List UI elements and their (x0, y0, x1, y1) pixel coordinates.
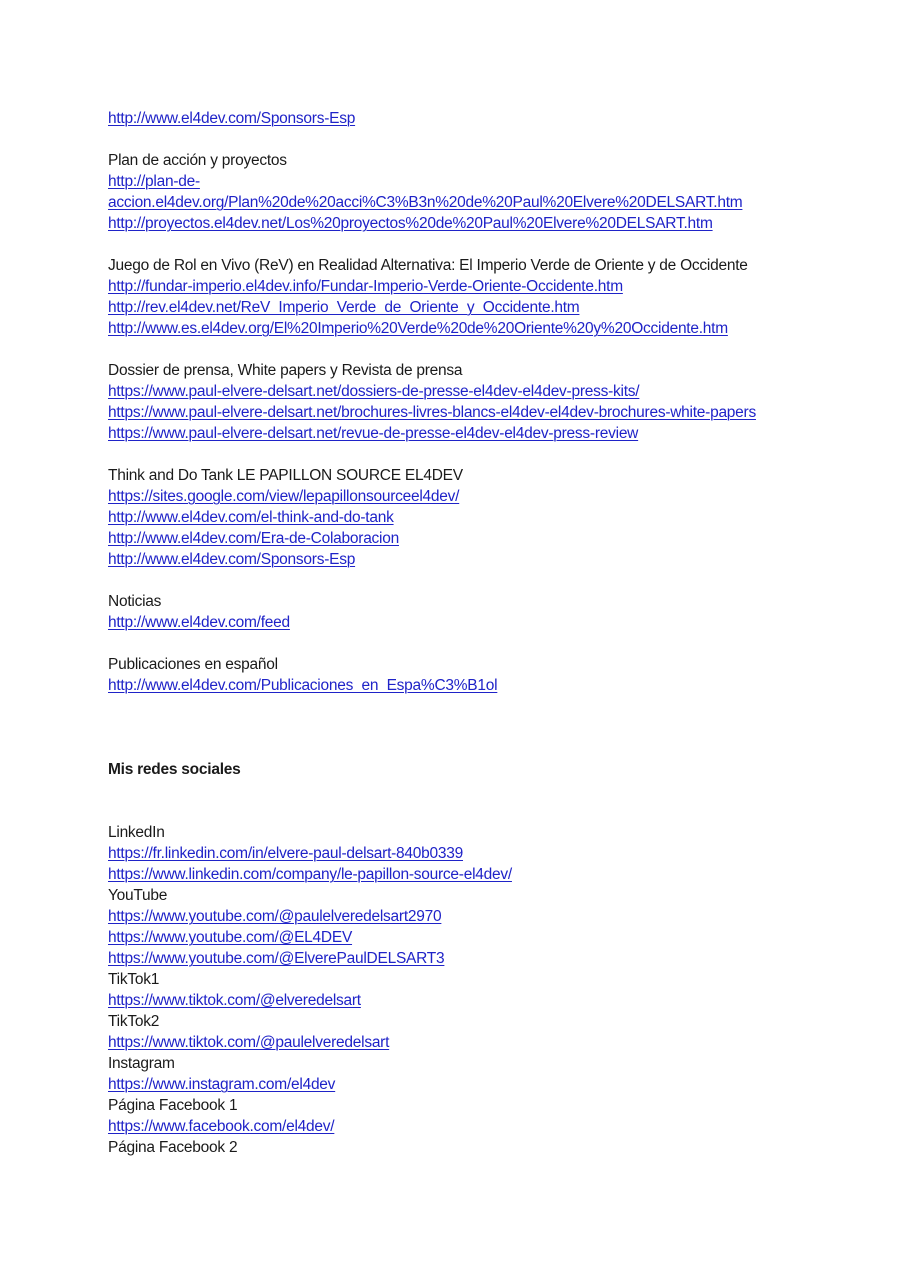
rev-link[interactable]: http://rev.el4dev.net/ReV_Imperio_Verde_de_Oriente_y_Occidente.htm (108, 299, 580, 316)
sponsors-link[interactable]: http://www.el4dev.com/Sponsors-Esp (108, 110, 356, 127)
tiktok2-link[interactable]: https://www.tiktok.com/@paulelveredelsart (108, 1034, 390, 1051)
youtube-link[interactable]: https://www.youtube.com/@ElverePaulDELSART3 (108, 950, 445, 967)
spacer (108, 717, 888, 738)
instagram-label: Instagram (108, 1055, 175, 1072)
spacer (108, 738, 888, 759)
youtube-link[interactable]: https://www.youtube.com/@paulelveredelsart2970 (108, 908, 442, 925)
facebook1-label: Página Facebook 1 (108, 1097, 238, 1114)
instagram-link[interactable]: https://www.instagram.com/el4dev (108, 1076, 336, 1093)
spacer (108, 444, 888, 465)
spacer (108, 339, 888, 360)
tiktok2-label: TikTok2 (108, 1013, 160, 1030)
spacer (108, 633, 888, 654)
plan-link-part1[interactable]: http://plan-de- (108, 173, 200, 190)
spacer (108, 570, 888, 591)
press-link[interactable]: https://www.paul-elvere-delsart.net/revue-de-presse-el4dev-el4dev-press-review (108, 425, 639, 442)
spacer (108, 696, 888, 717)
spacer (108, 801, 888, 822)
think-link[interactable]: http://www.el4dev.com/Era-de-Colaboracion (108, 530, 399, 547)
plan-link-part2[interactable]: accion.el4dev.org/Plan%20de%20acci%C3%B3n%20de%20Paul%20Elvere%20DELSART.htm (108, 194, 743, 211)
think-link[interactable]: https://sites.google.com/view/lepapillonsourceel4dev/ (108, 488, 460, 505)
press-link[interactable]: https://www.paul-elvere-delsart.net/brochures-livres-blancs-el4dev-el4dev-brochures-white-papers (108, 404, 756, 421)
think-link[interactable]: http://www.el4dev.com/el-think-and-do-tank (108, 509, 394, 526)
news-section-title: Noticias (108, 593, 162, 610)
press-link[interactable]: https://www.paul-elvere-delsart.net/dossiers-de-presse-el4dev-el4dev-press-kits/ (108, 383, 640, 400)
publications-link[interactable]: http://www.el4dev.com/Publicaciones_en_Espa%C3%B1ol (108, 677, 498, 694)
press-section-title: Dossier de prensa, White papers y Revista de prensa (108, 362, 463, 379)
social-heading: Mis redes sociales (108, 761, 241, 778)
rev-section-title: Juego de Rol en Vivo (ReV) en Realidad Alternativa: El Imperio Verde de Oriente y de Occidente (108, 257, 748, 274)
tiktok1-label: TikTok1 (108, 971, 160, 988)
publications-section-title: Publicaciones en español (108, 656, 278, 673)
youtube-link[interactable]: https://www.youtube.com/@EL4DEV (108, 929, 353, 946)
spacer (108, 129, 888, 150)
document-page (108, 108, 888, 1158)
plan-section-title: Plan de acción y proyectos (108, 152, 287, 169)
facebook1-link[interactable]: https://www.facebook.com/el4dev/ (108, 1118, 335, 1135)
news-feed-link[interactable]: http://www.el4dev.com/feed (108, 614, 290, 631)
rev-link[interactable]: http://fundar-imperio.el4dev.info/Fundar-Imperio-Verde-Oriente-Occidente.htm (108, 278, 623, 295)
youtube-label: YouTube (108, 887, 168, 904)
spacer (108, 234, 888, 255)
linkedin-link[interactable]: https://fr.linkedin.com/in/elvere-paul-delsart-840b0339 (108, 845, 464, 862)
rev-link[interactable]: http://www.es.el4dev.org/El%20Imperio%20Verde%20de%20Oriente%20y%20Occidente.htm (108, 320, 728, 337)
linkedin-link[interactable]: https://www.linkedin.com/company/le-papillon-source-el4dev/ (108, 866, 512, 883)
projects-link[interactable]: http://proyectos.el4dev.net/Los%20proyectos%20de%20Paul%20Elvere%20DELSART.htm (108, 215, 713, 232)
facebook2-label: Página Facebook 2 (108, 1139, 238, 1156)
linkedin-label: LinkedIn (108, 824, 165, 841)
think-section-title: Think and Do Tank LE PAPILLON SOURCE EL4DEV (108, 467, 463, 484)
spacer (108, 780, 888, 801)
think-link[interactable]: http://www.el4dev.com/Sponsors-Esp (108, 551, 356, 568)
tiktok1-link[interactable]: https://www.tiktok.com/@elveredelsart (108, 992, 361, 1009)
